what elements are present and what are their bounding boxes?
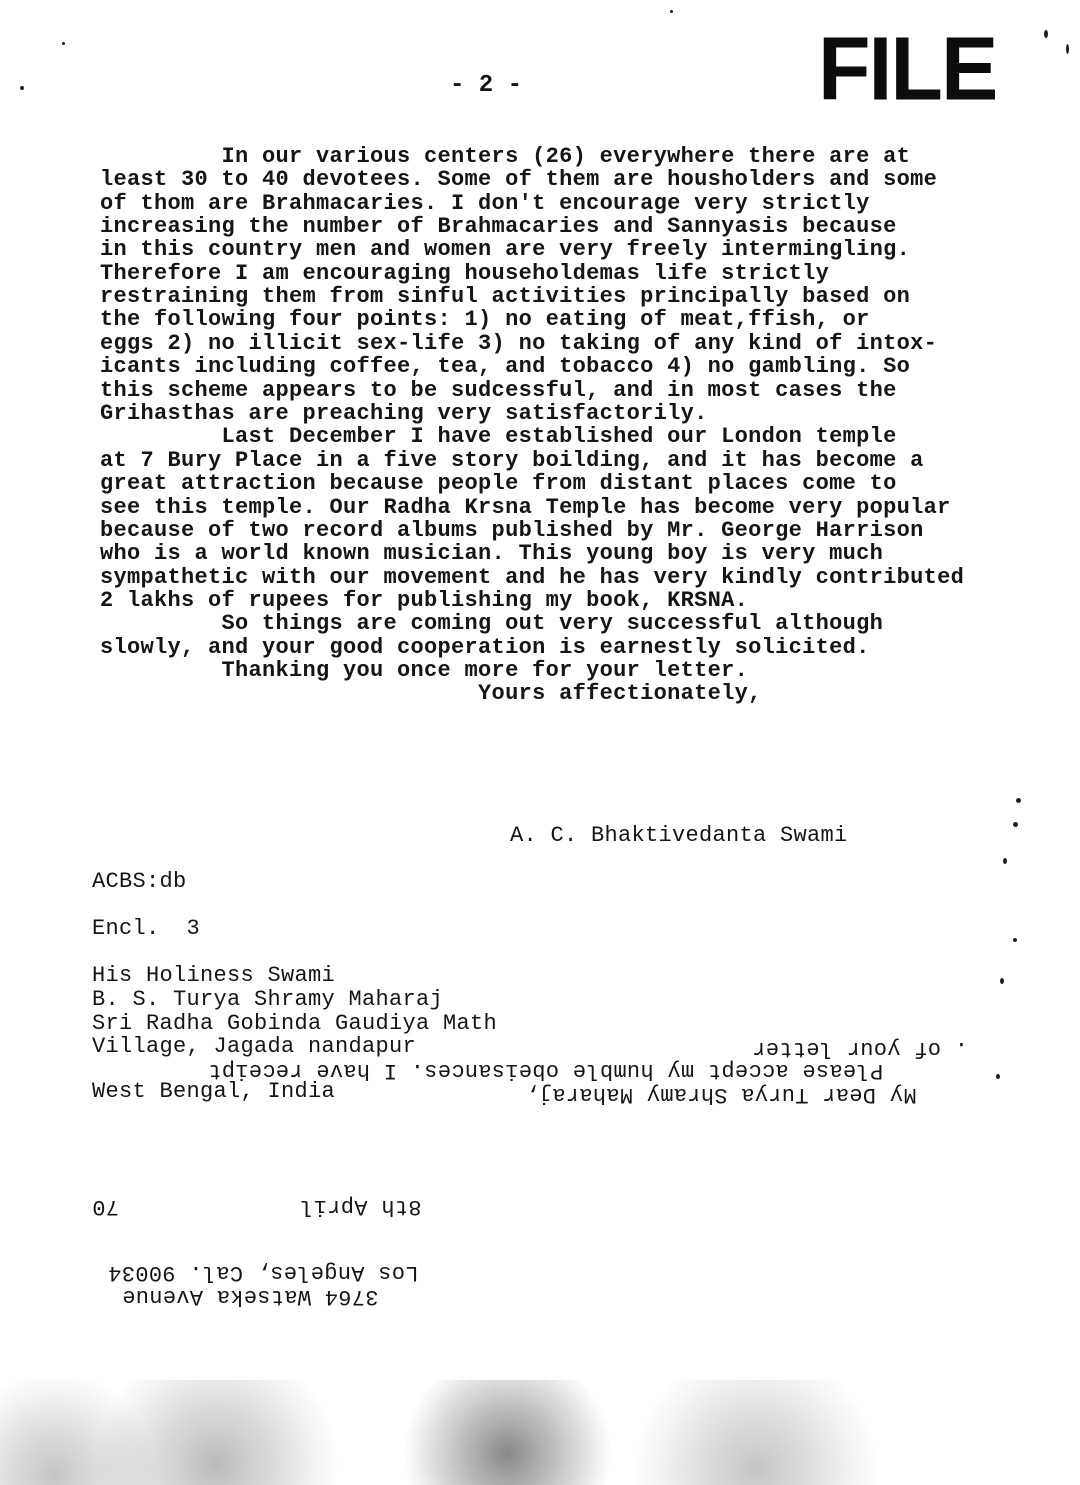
body-line: this scheme appears to be sudcessful, and in most cases the <box>100 378 897 403</box>
closing-line: Yours affectionately, <box>100 681 762 706</box>
mirrored-text: My Dear Turya Shramy Maharaj, <box>525 1082 917 1107</box>
mirrored-text: Los Angeles, Cal. 90034 <box>108 1260 419 1285</box>
scan-speck <box>1044 30 1048 38</box>
scan-speck <box>62 42 65 45</box>
body-line: because of two record albums published by Mr. George Harrison <box>100 518 924 543</box>
mirrored-text: Please accept my humble obeisances. I have receipt <box>208 1058 884 1083</box>
enclosure: Encl. 3 <box>92 916 201 941</box>
body-line: sympathetic with our movement and he has very kindly contributed <box>100 565 965 590</box>
scan-speck <box>1013 938 1017 942</box>
body-line: icants including coffee, tea, and tobacco 4) no gambling. So <box>100 354 911 379</box>
scan-speck <box>20 86 24 90</box>
scan-speck <box>1003 858 1007 864</box>
mirrored-text: 70 <box>92 1194 120 1219</box>
scan-speck <box>1000 978 1004 984</box>
body-line: great attraction because people from distant places come to <box>100 471 897 496</box>
body-line: at 7 Bury Place in a five story boilding, and it has become a <box>100 448 924 473</box>
scan-speck <box>1013 822 1018 827</box>
address-line: His Holiness Swami <box>92 963 336 988</box>
body-line: in this country men and women are very freely intermingling. <box>100 237 911 262</box>
body-line: Grihasthas are preaching very satisfactorily. <box>100 401 708 426</box>
body-line: In our various centers (26) everywhere there are at <box>100 144 911 169</box>
address-line: West Bengal, India <box>92 1079 336 1104</box>
address-line: Village, Jagada nandapur <box>92 1034 417 1059</box>
body-line: Last December I have established our London temple <box>100 424 897 449</box>
scan-speck <box>670 10 673 13</box>
scan-grain <box>0 1380 1080 1485</box>
body-line: 2 lakhs of rupees for publishing my book, KRSNA. <box>100 588 749 613</box>
signature: A. C. Bhaktivedanta Swami <box>510 823 848 848</box>
page-number: - 2 - <box>450 72 523 99</box>
mirrored-text: 3764 Watseka Avenue <box>122 1284 379 1309</box>
body-line: see this temple. Our Radha Krsna Temple has become very popular <box>100 495 951 520</box>
body-line: slowly, and your good cooperation is earnestly solicited. <box>100 635 870 660</box>
body-line: who is a world known musician. This young boy is very much <box>100 541 884 566</box>
body-line: the following four points: 1) no eating of meat,ffish, or <box>100 307 870 332</box>
body-line: Thanking you once more for your letter. <box>100 658 749 683</box>
body-line: least 30 to 40 devotees. Some of them are housholders and some <box>100 167 938 192</box>
body-line: eggs 2) no illicit sex-life 3) no taking of any kind of intox- <box>100 331 938 356</box>
body-line: restraining them from sinful activities principally based on <box>100 284 911 309</box>
initials: ACBS:db <box>92 869 187 894</box>
address-line: Sri Radha Gobinda Gaudiya Math <box>92 1011 498 1036</box>
address-line: B. S. Turya Shramy Maharaj <box>92 987 444 1012</box>
scan-speck <box>996 1074 1000 1079</box>
file-stamp: FILE <box>818 18 997 120</box>
body-line: Therefore I am encouraging householdemas life strictly <box>100 261 830 286</box>
scan-speck <box>1016 798 1021 803</box>
body-line: increasing the number of Brahmacaries and Sannyasis because <box>100 214 897 239</box>
mirrored-text: . of your letter <box>752 1036 969 1061</box>
body-line: So things are coming out very successful although <box>100 611 884 636</box>
body-line: of thom are Brahmacaries. I don't encourage very strictly <box>100 191 870 216</box>
scan-speck <box>1066 44 1069 54</box>
mirrored-text: 8th April <box>300 1194 422 1219</box>
